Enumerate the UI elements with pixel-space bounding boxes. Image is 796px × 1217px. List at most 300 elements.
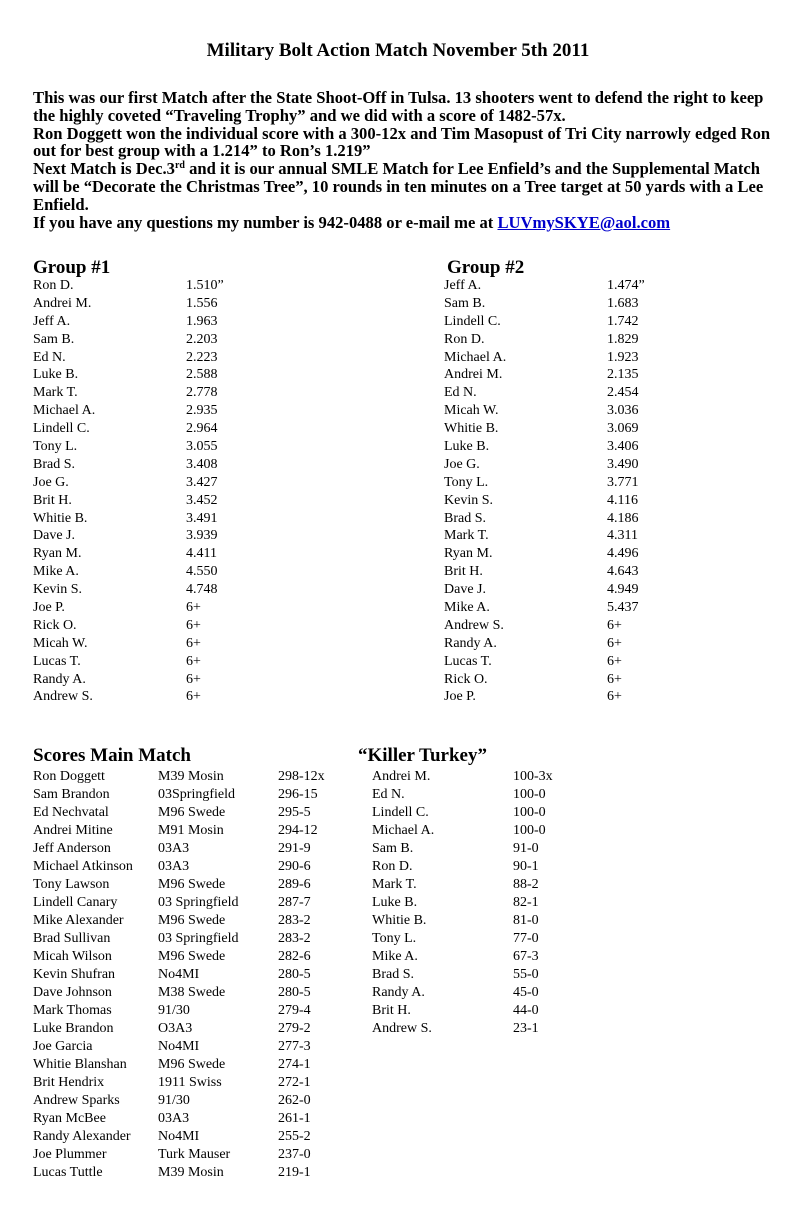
rifle: 91/30 bbox=[158, 1003, 190, 1018]
score: 298-12x bbox=[278, 769, 325, 784]
shooter-name: Luke B. bbox=[444, 439, 490, 455]
group2-row bbox=[444, 527, 744, 545]
group2-row bbox=[444, 349, 744, 367]
score: 44-0 bbox=[513, 1003, 539, 1018]
shooter-name: Joe Plummer bbox=[33, 1147, 107, 1162]
main-match-table bbox=[33, 768, 363, 1182]
main-match-heading: Scores Main Match bbox=[33, 745, 191, 766]
group2-row bbox=[444, 295, 744, 313]
score: 279-2 bbox=[278, 1021, 311, 1036]
shooter-name: Brad S. bbox=[444, 510, 486, 526]
rifle: O3A3 bbox=[158, 1021, 193, 1036]
intro-paragraph-1: This was our first Match after the State Shoot-Off in Tulsa. 13 shooters went to defend the right to keep the highly coveted “Traveling Trophy” and we did with a score of 1482-57x. bbox=[33, 88, 764, 125]
group1-row bbox=[33, 671, 333, 689]
shooter-name: Lucas T. bbox=[33, 653, 81, 669]
group2-row bbox=[444, 366, 744, 384]
group-size: 5.437 bbox=[607, 600, 639, 616]
group-size: 4.496 bbox=[607, 546, 639, 562]
group-size: 3.491 bbox=[186, 510, 218, 526]
rifle: M39 Mosin bbox=[158, 1165, 224, 1180]
shooter-name: Michael A. bbox=[33, 403, 96, 419]
shooter-name: Mike A. bbox=[444, 600, 490, 616]
next-match-details: and it is our annual SMLE Match for Lee Enfield’s and the Supplemental Match will be “Decorate the Christmas Tree”, 10 rounds in ten minutes on a Tree target at 50 yards with a Lee Enfield. bbox=[33, 159, 764, 214]
shooter-name: Tony Lawson bbox=[33, 877, 110, 892]
main-match-row bbox=[33, 858, 363, 876]
score: 272-1 bbox=[278, 1075, 311, 1090]
group-size: 4.116 bbox=[607, 492, 638, 508]
shooter-name: Dave J. bbox=[33, 528, 75, 544]
killer-turkey-row bbox=[372, 894, 572, 912]
shooter-name: Randy A. bbox=[33, 671, 86, 687]
next-match-date: Next Match is Dec.3 bbox=[33, 159, 175, 179]
killer-turkey-row bbox=[372, 804, 572, 822]
shooter-name: Randy A. bbox=[372, 985, 425, 1000]
group-size: 3.406 bbox=[607, 439, 639, 455]
rifle: M96 Swede bbox=[158, 805, 226, 820]
shooter-name: Sam B. bbox=[444, 295, 486, 311]
group2-row bbox=[444, 581, 744, 599]
shooter-name: Luke Brandon bbox=[33, 1021, 114, 1036]
main-match-row bbox=[33, 1002, 363, 1020]
main-match-row bbox=[33, 840, 363, 858]
intro-text bbox=[33, 89, 783, 231]
score: 100-0 bbox=[513, 805, 546, 820]
group-size: 2.588 bbox=[186, 367, 218, 383]
score: 55-0 bbox=[513, 967, 539, 982]
shooter-name: Ron D. bbox=[372, 859, 413, 874]
shooter-name: Ed N. bbox=[444, 385, 477, 401]
score: 283-2 bbox=[278, 913, 311, 928]
shooter-name: Ron D. bbox=[444, 331, 485, 347]
shooter-name: Dave Johnson bbox=[33, 985, 112, 1000]
score: 279-4 bbox=[278, 1003, 311, 1018]
score: 81-0 bbox=[513, 913, 539, 928]
shooter-name: Randy Alexander bbox=[33, 1129, 131, 1144]
score: 45-0 bbox=[513, 985, 539, 1000]
group2-row bbox=[444, 617, 744, 635]
rifle: No4MI bbox=[158, 967, 200, 982]
group-size: 3.055 bbox=[186, 439, 218, 455]
group1-row bbox=[33, 492, 333, 510]
score: 280-5 bbox=[278, 967, 311, 982]
group2-row bbox=[444, 635, 744, 653]
group-size: 6+ bbox=[607, 617, 622, 633]
group-size: 2.778 bbox=[186, 385, 218, 401]
rifle: 91/30 bbox=[158, 1093, 190, 1108]
shooter-name: Lucas T. bbox=[444, 653, 492, 669]
group1-row bbox=[33, 420, 333, 438]
group2-row bbox=[444, 599, 744, 617]
group2-row bbox=[444, 545, 744, 563]
killer-turkey-row bbox=[372, 840, 572, 858]
killer-turkey-row bbox=[372, 1020, 572, 1038]
group2-row bbox=[444, 402, 744, 420]
group-size: 6+ bbox=[186, 671, 201, 687]
group2-row bbox=[444, 653, 744, 671]
shooter-name: Kevin Shufran bbox=[33, 967, 116, 982]
rifle: No4MI bbox=[158, 1129, 200, 1144]
shooter-name: Andrei M. bbox=[444, 367, 503, 383]
main-match-row bbox=[33, 786, 363, 804]
shooter-name: Andrew S. bbox=[444, 617, 504, 633]
score: 289-6 bbox=[278, 877, 311, 892]
group-size: 4.550 bbox=[186, 564, 218, 580]
intro-paragraph-4 bbox=[33, 214, 783, 232]
group1-row bbox=[33, 349, 333, 367]
group-size: 3.939 bbox=[186, 528, 218, 544]
rifle: M38 Swede bbox=[158, 985, 226, 1000]
group1-row bbox=[33, 384, 333, 402]
score: 23-1 bbox=[513, 1021, 539, 1036]
score: 100-3x bbox=[513, 769, 553, 784]
main-match-row bbox=[33, 894, 363, 912]
shooter-name: Brit H. bbox=[33, 492, 72, 508]
shooter-name: Mark T. bbox=[33, 385, 78, 401]
killer-turkey-row bbox=[372, 786, 572, 804]
shooter-name: Ed Nechvatal bbox=[33, 805, 109, 820]
main-match-row bbox=[33, 822, 363, 840]
score: 261-1 bbox=[278, 1111, 311, 1126]
group1-row bbox=[33, 438, 333, 456]
main-match-row bbox=[33, 1164, 363, 1182]
group-size: 1.829 bbox=[607, 331, 639, 347]
shooter-name: Ron Doggett bbox=[33, 769, 105, 784]
killer-turkey-row bbox=[372, 876, 572, 894]
group-size: 1.683 bbox=[607, 295, 639, 311]
rifle: 03A3 bbox=[158, 1111, 190, 1126]
group2-row bbox=[444, 313, 744, 331]
shooter-name: Andrei M. bbox=[33, 295, 92, 311]
shooter-name: Brit H. bbox=[444, 564, 483, 580]
shooter-name: Mark T. bbox=[372, 877, 417, 892]
shooter-name: Ed N. bbox=[372, 787, 405, 802]
main-match-row bbox=[33, 1110, 363, 1128]
main-match-row bbox=[33, 1056, 363, 1074]
shooter-name: Joe G. bbox=[444, 456, 480, 472]
group-size: 1.474” bbox=[607, 278, 645, 293]
group1-row bbox=[33, 581, 333, 599]
shooter-name: Tony L. bbox=[33, 439, 78, 455]
shooter-name: Ed N. bbox=[33, 349, 66, 365]
score: 219-1 bbox=[278, 1165, 311, 1180]
contact-text: If you have any questions my number is 942-0488 or e-mail me at bbox=[33, 212, 498, 232]
group1-row bbox=[33, 510, 333, 528]
shooter-name: Micah Wilson bbox=[33, 949, 112, 964]
shooter-name: Jeff A. bbox=[33, 313, 71, 329]
group2-row bbox=[444, 420, 744, 438]
group2-row bbox=[444, 331, 744, 349]
main-match-row bbox=[33, 876, 363, 894]
shooter-name: Jeff A. bbox=[444, 278, 482, 293]
group-size: 6+ bbox=[186, 653, 201, 669]
rifle: No4MI bbox=[158, 1039, 200, 1054]
score: 237-0 bbox=[278, 1147, 311, 1162]
shooter-name: Brit H. bbox=[372, 1003, 411, 1018]
group-size: 6+ bbox=[186, 617, 201, 633]
shooter-name: Andrew Sparks bbox=[33, 1093, 120, 1108]
group2-row bbox=[444, 688, 744, 706]
group-size: 2.964 bbox=[186, 421, 218, 437]
shooter-name: Lindell C. bbox=[444, 313, 501, 329]
group1-row bbox=[33, 313, 333, 331]
group-size: 3.490 bbox=[607, 456, 639, 472]
shooter-name: Michael Atkinson bbox=[33, 859, 133, 874]
date-ordinal-suffix: rd bbox=[174, 160, 185, 172]
shooter-name: Mark Thomas bbox=[33, 1003, 112, 1018]
group2-row bbox=[444, 456, 744, 474]
shooter-name: Ryan M. bbox=[33, 546, 82, 562]
shooter-name: Brit Hendrix bbox=[33, 1075, 105, 1090]
group-size: 4.186 bbox=[607, 510, 639, 526]
group-size: 4.748 bbox=[186, 582, 218, 598]
group1-row bbox=[33, 295, 333, 313]
score: 100-0 bbox=[513, 823, 546, 838]
score: 295-5 bbox=[278, 805, 311, 820]
shooter-name: Brad S. bbox=[33, 456, 75, 472]
killer-turkey-row bbox=[372, 930, 572, 948]
main-match-row bbox=[33, 804, 363, 822]
group2-row bbox=[444, 277, 744, 295]
intro-paragraph-2: Ron Doggett won the individual score with a 300-12x and Tim Masopust of Tri City narrowly edged Ron out for best group with a 1.214” to Ron’s 1.219” bbox=[33, 123, 771, 161]
rifle: 03Springfield bbox=[158, 787, 235, 802]
shooter-name: Whitie B. bbox=[444, 421, 499, 437]
main-match-row bbox=[33, 1128, 363, 1146]
shooter-name: Randy A. bbox=[444, 635, 497, 651]
group-size: 4.643 bbox=[607, 564, 639, 580]
shooter-name: Lindell C. bbox=[372, 805, 429, 820]
group2-row bbox=[444, 492, 744, 510]
shooter-name: Whitie B. bbox=[372, 913, 427, 928]
shooter-name: Jeff Anderson bbox=[33, 841, 111, 856]
shooter-name: Sam B. bbox=[33, 331, 75, 347]
group-size: 6+ bbox=[186, 689, 201, 705]
main-match-row bbox=[33, 1020, 363, 1038]
rifle: 03A3 bbox=[158, 841, 190, 856]
shooter-name: Mike A. bbox=[33, 564, 79, 580]
shooter-name: Brad S. bbox=[372, 967, 414, 982]
shooter-name: Joe G. bbox=[33, 474, 69, 490]
group2-row bbox=[444, 510, 744, 528]
score: 67-3 bbox=[513, 949, 539, 964]
shooter-name: Mike A. bbox=[372, 949, 418, 964]
group-size: 6+ bbox=[607, 671, 622, 687]
shooter-name: Whitie B. bbox=[33, 510, 88, 526]
shooter-name: Lindell C. bbox=[33, 421, 90, 437]
killer-turkey-row bbox=[372, 948, 572, 966]
group1-row bbox=[33, 653, 333, 671]
shooter-name: Joe P. bbox=[444, 689, 476, 705]
group-size: 2.203 bbox=[186, 331, 218, 347]
shooter-name: Tony L. bbox=[444, 474, 489, 490]
shooter-name: Kevin S. bbox=[444, 492, 493, 508]
killer-turkey-row bbox=[372, 858, 572, 876]
shooter-name: Whitie Blanshan bbox=[33, 1057, 127, 1072]
killer-turkey-table bbox=[372, 768, 572, 1038]
group-size: 3.452 bbox=[186, 492, 218, 508]
shooter-name: Sam Brandon bbox=[33, 787, 110, 802]
rifle: M96 Swede bbox=[158, 877, 226, 892]
group2-row bbox=[444, 671, 744, 689]
group1-row bbox=[33, 599, 333, 617]
group-size: 3.427 bbox=[186, 474, 218, 490]
score: 287-7 bbox=[278, 895, 311, 910]
killer-turkey-row bbox=[372, 966, 572, 984]
group-size: 1.510” bbox=[186, 278, 224, 293]
rifle: 03A3 bbox=[158, 859, 190, 874]
rifle: 1911 Swiss bbox=[158, 1075, 222, 1090]
email-link[interactable]: LUVmySKYE@aol.com bbox=[497, 212, 671, 232]
intro-paragraph-3 bbox=[33, 160, 783, 213]
group1-row bbox=[33, 617, 333, 635]
rifle: M96 Swede bbox=[158, 1057, 226, 1072]
group-size: 4.311 bbox=[607, 528, 638, 544]
rifle: 03 Springfield bbox=[158, 931, 239, 946]
group-size: 1.963 bbox=[186, 313, 218, 329]
killer-turkey-row bbox=[372, 768, 572, 786]
group-size: 2.135 bbox=[607, 367, 639, 383]
shooter-name: Andrei M. bbox=[372, 769, 431, 784]
shooter-name: Andrew S. bbox=[33, 689, 93, 705]
group1-row bbox=[33, 527, 333, 545]
rifle: Turk Mauser bbox=[158, 1147, 231, 1162]
group2-table bbox=[444, 277, 744, 706]
score: 282-6 bbox=[278, 949, 311, 964]
killer-turkey-row bbox=[372, 1002, 572, 1020]
group1-row bbox=[33, 563, 333, 581]
group2-row bbox=[444, 384, 744, 402]
group1-row bbox=[33, 456, 333, 474]
shooter-name: Andrei Mitine bbox=[33, 823, 113, 838]
shooter-name: Lucas Tuttle bbox=[33, 1165, 103, 1180]
group1-row bbox=[33, 402, 333, 420]
group-size: 4.411 bbox=[186, 546, 217, 562]
group1-heading: Group #1 bbox=[33, 257, 111, 278]
shooter-name: Lindell Canary bbox=[33, 895, 118, 910]
score: 291-9 bbox=[278, 841, 311, 856]
score: 294-12 bbox=[278, 823, 318, 838]
shooter-name: Dave J. bbox=[444, 582, 486, 598]
main-match-row bbox=[33, 1038, 363, 1056]
group-size: 1.556 bbox=[186, 295, 218, 311]
group-size: 3.069 bbox=[607, 421, 639, 437]
group1-row bbox=[33, 366, 333, 384]
score: 100-0 bbox=[513, 787, 546, 802]
score: 296-15 bbox=[278, 787, 318, 802]
score: 82-1 bbox=[513, 895, 539, 910]
group-size: 3.771 bbox=[607, 474, 639, 490]
group1-row bbox=[33, 688, 333, 706]
shooter-name: Brad Sullivan bbox=[33, 931, 111, 946]
shooter-name: Ryan M. bbox=[444, 546, 493, 562]
shooter-name: Micah W. bbox=[444, 403, 499, 419]
main-match-row bbox=[33, 966, 363, 984]
main-match-row bbox=[33, 930, 363, 948]
killer-turkey-row bbox=[372, 912, 572, 930]
group-size: 6+ bbox=[607, 653, 622, 669]
group1-row bbox=[33, 474, 333, 492]
score: 90-1 bbox=[513, 859, 539, 874]
group-size: 6+ bbox=[186, 600, 201, 616]
shooter-name: Mike Alexander bbox=[33, 913, 124, 928]
rifle: M91 Mosin bbox=[158, 823, 224, 838]
group2-row bbox=[444, 474, 744, 492]
shooter-name: Ron D. bbox=[33, 278, 74, 293]
group-size: 6+ bbox=[607, 635, 622, 651]
killer-turkey-row bbox=[372, 984, 572, 1002]
main-match-row bbox=[33, 1074, 363, 1092]
main-match-row bbox=[33, 1092, 363, 1110]
shooter-name: Michael A. bbox=[372, 823, 435, 838]
group1-row bbox=[33, 331, 333, 349]
score: 280-5 bbox=[278, 985, 311, 1000]
main-match-row bbox=[33, 912, 363, 930]
group2-row bbox=[444, 563, 744, 581]
score: 255-2 bbox=[278, 1129, 311, 1144]
group-size: 2.223 bbox=[186, 349, 218, 365]
group1-row bbox=[33, 635, 333, 653]
group1-row bbox=[33, 545, 333, 563]
group-size: 3.036 bbox=[607, 403, 639, 419]
shooter-name: Ryan McBee bbox=[33, 1111, 106, 1126]
group1-row bbox=[33, 277, 333, 295]
shooter-name: Andrew S. bbox=[372, 1021, 432, 1036]
rifle: M39 Mosin bbox=[158, 769, 224, 784]
score: 290-6 bbox=[278, 859, 311, 874]
killer-turkey-row bbox=[372, 822, 572, 840]
group1-table bbox=[33, 277, 333, 706]
score: 88-2 bbox=[513, 877, 539, 892]
score: 274-1 bbox=[278, 1057, 311, 1072]
shooter-name: Joe Garcia bbox=[33, 1039, 93, 1054]
shooter-name: Micah W. bbox=[33, 635, 88, 651]
group-size: 4.949 bbox=[607, 582, 639, 598]
rifle: M96 Swede bbox=[158, 949, 226, 964]
main-match-row bbox=[33, 984, 363, 1002]
shooter-name: Luke B. bbox=[33, 367, 79, 383]
group-size: 3.408 bbox=[186, 456, 218, 472]
score: 277-3 bbox=[278, 1039, 311, 1054]
rifle: M96 Swede bbox=[158, 913, 226, 928]
shooter-name: Joe P. bbox=[33, 600, 65, 616]
group-size: 2.935 bbox=[186, 403, 218, 419]
group2-row bbox=[444, 438, 744, 456]
shooter-name: Mark T. bbox=[444, 528, 489, 544]
killer-turkey-heading: “Killer Turkey” bbox=[358, 745, 487, 766]
group2-heading: Group #2 bbox=[447, 257, 525, 278]
score: 77-0 bbox=[513, 931, 539, 946]
main-match-row bbox=[33, 948, 363, 966]
rifle: 03 Springfield bbox=[158, 895, 239, 910]
group-size: 1.923 bbox=[607, 349, 639, 365]
shooter-name: Luke B. bbox=[372, 895, 418, 910]
score: 262-0 bbox=[278, 1093, 311, 1108]
main-match-row bbox=[33, 768, 363, 786]
group-size: 6+ bbox=[186, 635, 201, 651]
score: 91-0 bbox=[513, 841, 539, 856]
shooter-name: Rick O. bbox=[33, 617, 77, 633]
main-match-row bbox=[33, 1146, 363, 1164]
group-size: 2.454 bbox=[607, 385, 639, 401]
shooter-name: Kevin S. bbox=[33, 582, 82, 598]
shooter-name: Rick O. bbox=[444, 671, 488, 687]
group-size: 1.742 bbox=[607, 313, 639, 329]
page-title: Military Bolt Action Match November 5th 2011 bbox=[206, 40, 590, 61]
shooter-name: Tony L. bbox=[372, 931, 417, 946]
group-size: 6+ bbox=[607, 689, 622, 705]
shooter-name: Michael A. bbox=[444, 349, 507, 365]
shooter-name: Sam B. bbox=[372, 841, 414, 856]
score: 283-2 bbox=[278, 931, 311, 946]
